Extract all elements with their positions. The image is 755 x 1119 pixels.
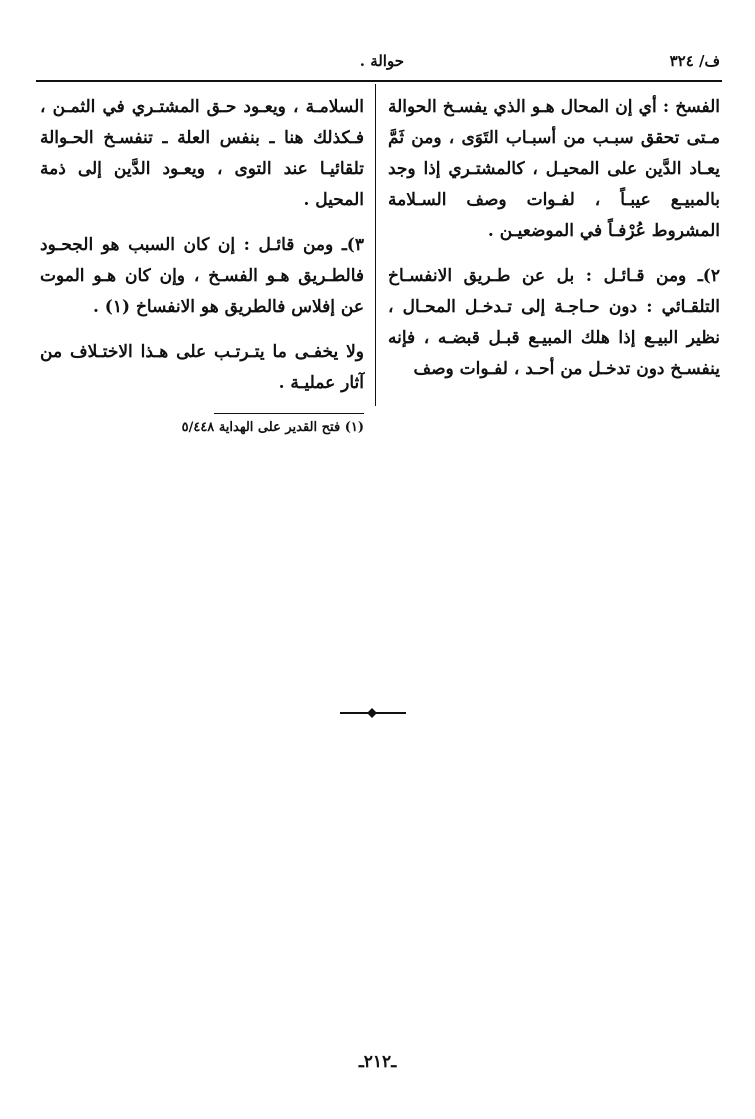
left-paragraph-3: ولا يخفـى ما يتـرتـب على هـذا الاختـلاف من آثار عمليـة . (40, 342, 364, 393)
footnote: (١) فتح القدير على الهداية ٥/٤٤٨ (181, 420, 364, 435)
right-paragraph-2: ٢)ـ ومن قـائـل : بل عن طـريق الانفسـاخ التلقـائي : دون حـاجـة إلى تـدخـل المحـال ، نظير البيـع إذا هلك المبيـع قبـل قبضـه ، فإنه ينفسـخ دون تدخـل من أحـد ، لفـوات وصف (388, 266, 720, 379)
header-rule (36, 80, 722, 82)
right-paragraph-1: الفسخ : أي إن المحال هـو الذي يفسـخ الحوالة مـتى تحقق سبـب من أسبـاب التَوَى ، ومن ثَمَّ يعـاد الدَّين على المحيـل ، كالمشتـري إذا وجد بالمبيـع عيبـاً ، لفـوات وصف السـلامة المشروط عُرْفـاً في الموضعيـن . (388, 97, 720, 241)
left-paragraph-1: السلامـة ، ويعـود حـق المشتـري في الثمـن ، فـكذلك هنا ـ بنفس العلة ـ تنفسـخ الحـوالة تلقائيـا عند التوى ، ويعـود الدَّين إلى ذمة المحيل . (40, 97, 364, 210)
page-number: ـ٢١٢ـ (358, 1052, 397, 1072)
header-title: حوالة . (359, 52, 404, 70)
running-header (38, 52, 720, 78)
left-paragraph-2: ٣)ـ ومن قائـل : إن كان السبب هو الجحـود فالطـريق هـو الفسـخ ، وإن كان هـو الموت عن إفلاس فالطريق هو الانفساخ (١) . (40, 235, 364, 317)
column-divider (375, 84, 376, 406)
footnote-rule (214, 413, 364, 414)
ornament-diamond (367, 708, 377, 718)
section-ornament (340, 707, 406, 719)
right-column (388, 92, 720, 399)
header-reference: ف/ ٣٢٤ (669, 52, 720, 70)
left-column (40, 92, 364, 438)
